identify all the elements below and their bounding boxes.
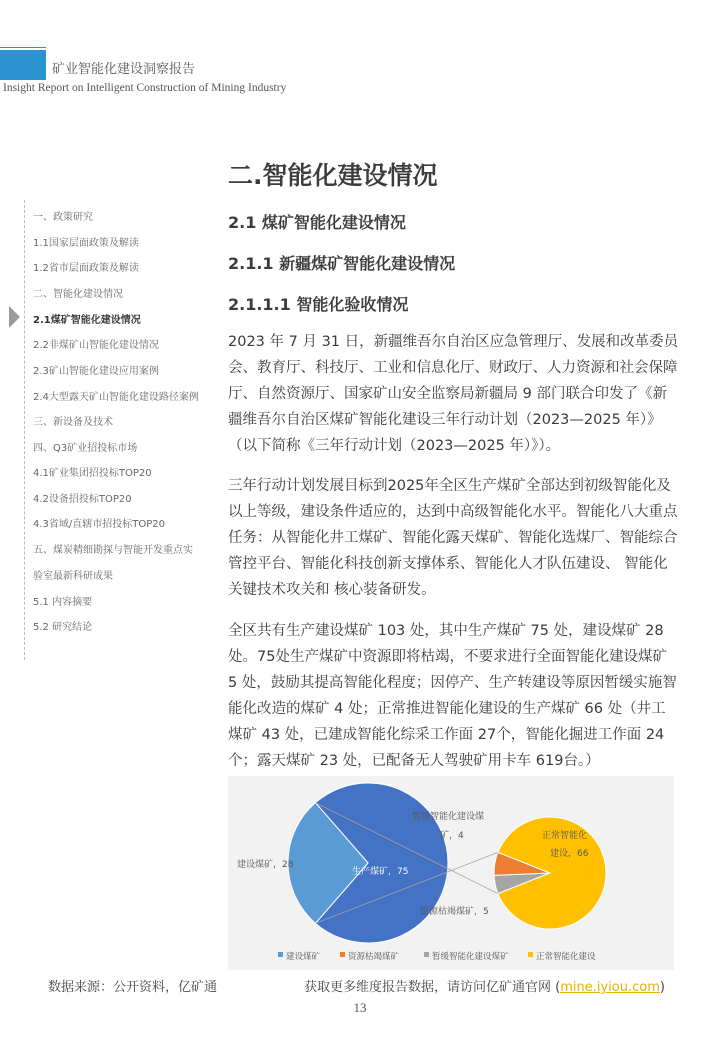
label-depleted: 资源枯竭煤矿，5 (420, 907, 489, 917)
legend-label-construction: 建设煤矿 (286, 952, 321, 962)
label-deferred-2: 矿，4 (440, 831, 464, 841)
heading-2-1-1: 2.1.1 新疆煤矿智能化建设情况 (228, 254, 456, 273)
label-production: 生产煤矿，75 (352, 867, 409, 877)
footer-more-suffix: ) (659, 980, 665, 995)
toc-item[interactable]: 五、煤炭精细勘探与智能开发重点实 (33, 545, 193, 556)
pie-of-pie-chart (228, 776, 674, 970)
footer-more-prefix: 获取更多维度报告数据，请访问亿矿通官网 ( (304, 980, 561, 995)
legend-label-depleted: 资源枯竭煤矿 (348, 952, 400, 962)
toc-item[interactable]: 2.2非煤矿山智能化建设情况 (33, 340, 159, 351)
toc-item[interactable]: 4.3省域/直辖市招投标TOP20 (33, 519, 166, 530)
legend-label-normal: 正常智能化建设 (536, 952, 596, 962)
toc-item[interactable]: 5.2 研究结论 (33, 622, 93, 633)
toc-item[interactable]: 1.2省市层面政策及解读 (33, 263, 139, 274)
table-of-contents (24, 200, 215, 660)
toc-item[interactable]: 四、Q3矿业招投标市场 (33, 443, 138, 454)
current-section-arrow-icon (9, 306, 20, 328)
legend-swatch-normal (528, 952, 533, 957)
legend-label-deferred: 暂缓智能化建设煤矿 (432, 952, 509, 962)
legend-swatch-depleted (340, 952, 345, 957)
toc-item[interactable]: 三、新设备及技术 (33, 417, 113, 428)
label-normal-2: 建设，66 (550, 849, 589, 859)
paragraph-policy: 2023 年 7 月 31 日，新疆维吾尔自治区应急管理厅、发展和改革委员会、教育厅、科技厅、工业和信息化厅、财政厅、人力资源和社会保障厅、自然资源厅、国家矿山安全监察局新疆局 9 部门联合印发了《新疆维吾尔自治区煤矿智能化建设三年行动计划（2023—2025 年）》（以下简称《三年行动计划（2023—2025 年）》）。 (228, 334, 679, 454)
heading-2-1: 2.1 煤矿智能化建设情况 (228, 213, 406, 232)
report-subtitle: Insight Report on Intelligent Construction of Mining Industry (3, 82, 287, 94)
toc-item[interactable]: 4.1矿业集团招投标TOP20 (33, 468, 152, 479)
paragraph-statistics: 全区共有生产建设煤矿 103 处，其中生产煤矿 75 处，建设煤矿 28 处。75处生产煤矿中资源即将枯竭，不要求进行全面智能化建设煤矿 5 处，鼓励其提高智能化程度；因停产、生产转建设等原因暂缓实施智能化改造的煤矿 4 处；正常推进智能化建设的生产煤矿 66 处（井工煤矿 43 处，已建成智能化综采工作面 27个，智能化掘进工作面 24 个；露天煤矿 23 处，已配备无人驾驶矿用卡车 619台。） (228, 623, 677, 769)
footer-more-info (304, 976, 665, 995)
legend-swatch-deferred (424, 952, 429, 957)
heading-2-1-1-1: 2.1.1.1 智能化验收情况 (228, 295, 409, 314)
report-title: 矿业智能化建设洞察报告 (52, 62, 196, 77)
toc-item[interactable]: 二、智能化建设情况 (33, 289, 123, 300)
toc-item[interactable]: 4.2设备招投标TOP20 (33, 494, 132, 505)
label-deferred-1: 暂缓智能化建设煤 (412, 812, 485, 822)
header-accent-block (0, 50, 46, 80)
chart-svg (228, 776, 674, 970)
paragraph-goals: 三年行动计划发展目标到2025年全区生产煤矿全部达到初级智能化及以上等级，建设条件适应的，达到中高级智能化水平。智能化八大重点任务：从智能化井工煤矿、智能化露天煤矿、智能化选煤厂、智能综合管控平台、智能化科技创新支撑体系、智能化人才队伍建设、 智能化 关键技术攻关和 核心装备研发。 (228, 478, 678, 598)
header-accent-line (0, 47, 46, 48)
toc-item-active[interactable]: 2.1煤矿智能化建设情况 (33, 315, 141, 326)
toc-item[interactable]: 2.4大型露天矿山智能化建设路径案例 (33, 392, 199, 403)
website-link[interactable]: mine.iyiou.com (560, 980, 660, 995)
page-number: 13 (353, 1000, 367, 1015)
label-construction: 建设煤矿，28 (237, 860, 294, 870)
toc-item[interactable]: 一、政策研究 (33, 212, 93, 223)
label-normal-1: 正常智能化 (542, 831, 588, 841)
legend-swatch-construction (278, 952, 283, 957)
data-source: 数据来源：公开资料，亿矿通 (48, 980, 218, 995)
toc-item[interactable]: 5.1 内容摘要 (33, 597, 93, 608)
section-title: 二.智能化建设情况 (228, 161, 438, 190)
toc-item[interactable]: 2.3矿山智能化建设应用案例 (33, 366, 159, 377)
toc-item[interactable]: 验室最新科研成果 (33, 571, 113, 582)
toc-item[interactable]: 1.1国家层面政策及解读 (33, 238, 139, 249)
